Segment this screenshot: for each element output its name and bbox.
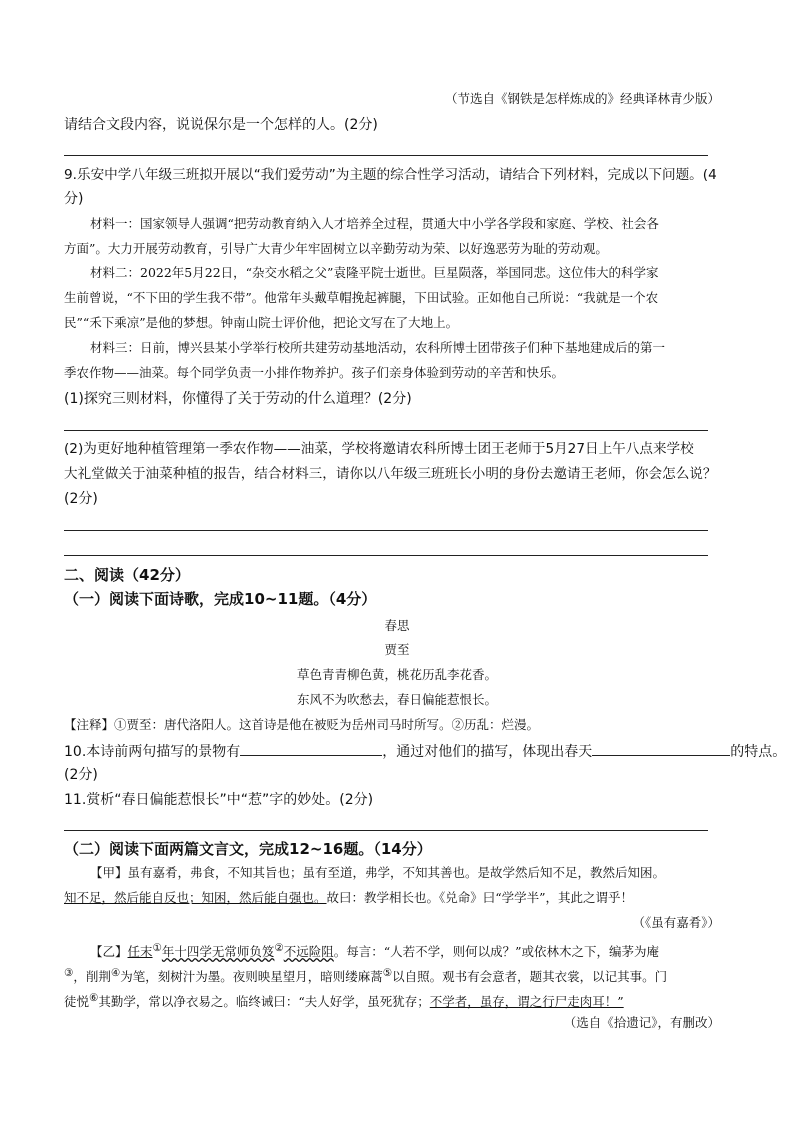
text-yi-label: 【乙】	[90, 944, 128, 960]
footnote-mark: ④	[110, 967, 121, 979]
text-yi-segment: 其勤学，常以净衣易之。临终诫曰：“夫人好学，虽死犹存；	[98, 994, 430, 1010]
text-yi-cont	[64, 989, 624, 1011]
text-yi-segment: 。每言：“人若不学，则何以成？”或依林木之下，编茅为庵	[333, 944, 660, 960]
underlined-sentence: 知不足，然后能自反也；知困，然后能自强也。	[64, 890, 327, 905]
answer-line[interactable]	[64, 555, 708, 556]
text-jia-tail: 故曰：教学相长也。《兑命》曰“学学半”，其此之谓乎！	[326, 890, 634, 905]
text-jia-source: （《虽有嘉肴》）	[632, 915, 720, 930]
material-2-cont: 民”“禾下乘凉”是他的梦想。钟南山院士评价他，把论文写在了大地上。	[64, 315, 459, 330]
q9-intro-cont: 分)	[64, 191, 84, 207]
q9-sub2-points: (2分)	[64, 491, 98, 507]
poem-author: 贾至	[384, 642, 410, 657]
q10-blank-1[interactable]	[240, 741, 382, 756]
text-yi-segment: ，削荆	[73, 969, 111, 985]
q10-text: ，通过对他们的描写，体现出春天	[382, 744, 593, 760]
q10-text: 10.本诗前两句描写的景物有	[64, 744, 241, 760]
material-2-cont: 生前曾说，“不下田的学生我不带”。他常年头戴草帽挽起裤腿，下田试验。正如他自己所说：“我就是一个农	[64, 290, 659, 305]
q8-prompt: 请结合文段内容，说说保尔是一个怎样的人。(2分)	[64, 117, 378, 133]
part2-heading: （二）阅读下面两篇文言文，完成12~16题。（14分）	[64, 840, 432, 858]
underlined-sentence: 不学者，虽存，谓之行尸走肉耳！”	[429, 994, 624, 1010]
footnote-mark: ⑤	[382, 967, 393, 979]
footnote-mark: ①	[152, 942, 162, 954]
text-yi-segment: 为笔，刻树汁为墨。夜则映星望月，暗则缕麻蒿	[120, 969, 383, 985]
poem-line-2: 东风不为吹愁去，春日偏能惹恨长。	[296, 692, 497, 707]
answer-line[interactable]	[64, 430, 708, 431]
answer-line[interactable]	[64, 830, 708, 831]
footnote-mark: ③	[64, 967, 74, 979]
answer-line[interactable]	[64, 530, 708, 531]
q9-sub2-cont: 大礼堂做关于油菜种植的报告，结合材料三，请你以八年级三班班长小明的身份去邀请王老师，你会怎么说？	[64, 466, 717, 482]
q10-blank-2[interactable]	[592, 741, 730, 756]
material-3: 材料三：日前，博兴县某小学举行校所共建劳动基地活动，农科所博士团带孩子们种下基地建成后的第一	[90, 340, 666, 355]
footnote-mark: ②	[274, 942, 284, 954]
material-1-cont: 方面”。大力开展劳动教育，引导广大青少年牢固树立以辛勤劳动为荣、以好逸恶劳为耻的劳动观。	[64, 241, 608, 256]
text-yi	[90, 939, 659, 961]
underlined-word: 任末	[127, 944, 153, 960]
text-yi-cont	[64, 964, 667, 986]
excerpt-source: （节选自《钢铁是怎样炼成的》经典译林青少版）	[444, 91, 720, 106]
poem-title: 春思	[384, 618, 410, 633]
answer-line[interactable]	[64, 155, 708, 156]
part1-heading: （一）阅读下面诗歌，完成10~11题。（4分）	[64, 590, 377, 608]
q10-text: 的特点。	[730, 744, 787, 760]
footnote-mark: ⑥	[89, 992, 99, 1004]
text-yi-segment: 以自照。观书有会意者，题其衣裳，以记其事。门	[392, 969, 668, 985]
q11: 11.赏析“春日偏能惹恨长”中“惹”字的妙处。(2分)	[64, 792, 374, 808]
q9-intro: 9.乐安中学八年级三班拟开展以“我们爱劳动”为主题的综合性学习活动，请结合下列材料，完成以下问题。(4	[64, 167, 717, 183]
text-yi-source: （选自《拾遗记》，有删改）	[563, 1015, 720, 1030]
wavy-underlined-phrase: 不远险阻	[283, 944, 334, 960]
q9-sub2: (2)为更好地种植管理第一季农作物——油菜，学校将邀请农科所博士团王老师于5月27日上午八点来学校	[64, 441, 694, 457]
text-yi-segment: 徒悦	[64, 994, 90, 1010]
q10-points: (2分)	[64, 767, 98, 783]
section-reading-heading: 二、阅读（42分）	[64, 566, 190, 584]
wavy-underlined-phrase: 年十四学无常师负笈	[161, 944, 275, 960]
poem-note: 【注释】①贾至：唐代洛阳人。这首诗是他在被贬为岳州司马时所写。②历乱：烂漫。	[64, 717, 540, 732]
text-jia: 【甲】虽有嘉肴，弗食，不知其旨也；虽有至道，弗学，不知其善也。是故学然后知不足，教然后知困。	[90, 865, 666, 880]
q10	[64, 741, 786, 761]
material-3-cont: 季农作物——油菜。每个同学负责一小排作物养护。孩子们亲身体验到劳动的辛苦和快乐。	[64, 365, 565, 380]
q9-sub1: (1)探究三则材料，你懂得了关于劳动的什么道理？(2分)	[64, 391, 412, 407]
material-1: 材料一：国家领导人强调“把劳动教育纳入人才培养全过程，贯通大中小学各学段和家庭、学校、社会各	[90, 216, 659, 231]
text-jia-cont	[64, 889, 633, 907]
material-2: 材料二：2022年5月22日，“杂交水稻之父”袁隆平院士逝世。巨星陨落，举国同悲。这位伟大的科学家	[90, 265, 659, 280]
poem-line-1: 草色青青柳色黄，桃花历乱李花香。	[296, 667, 497, 682]
